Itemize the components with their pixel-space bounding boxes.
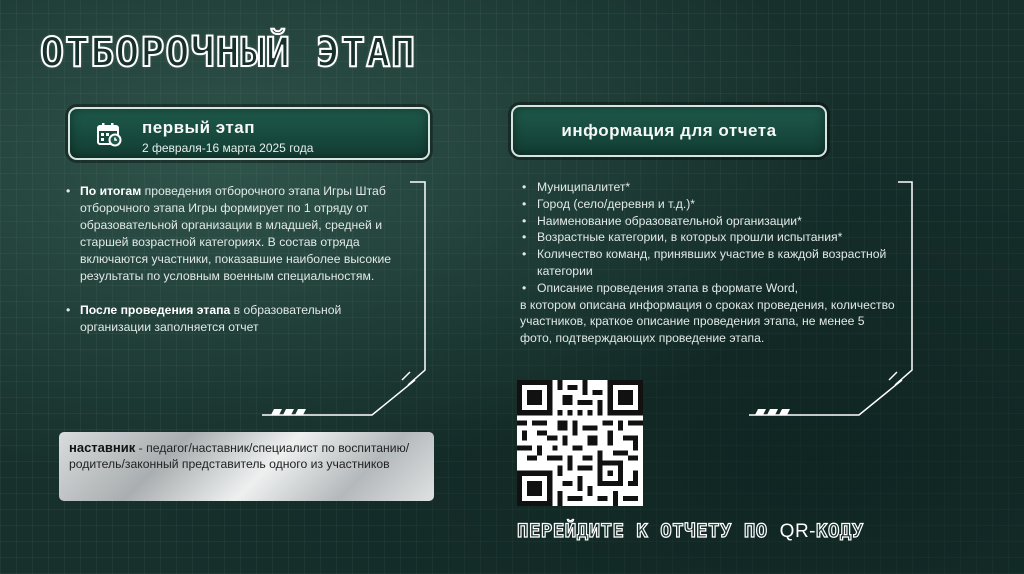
calendar-icon (96, 121, 122, 147)
list-item-text: Наименование образовательной организации* (537, 213, 802, 228)
mentor-term: наставник (69, 440, 136, 455)
bullet: • (522, 213, 527, 228)
list-item-text: Описание проведения этапа в формате Word, (537, 280, 799, 295)
bullet: • (66, 303, 71, 317)
list-item-text: Возрастные категории, в которых прошли испытания* (537, 230, 843, 245)
list-item-text: Муниципалитет* (537, 180, 631, 194)
slide-title: ОТБОРОЧНЫЙ ЭТАП (40, 30, 417, 76)
item-lead: После проведения этапа (80, 303, 231, 317)
qr-caption-qr: QR- (779, 521, 816, 542)
list-item-text: Город (село/деревня и т.д.)* (537, 196, 696, 211)
item-lead: По итогам (80, 184, 142, 198)
qr-caption-end: КОДУ (816, 520, 864, 542)
bullet: • (522, 247, 527, 262)
item-text: в образовательной организации заполняется отчет (80, 303, 342, 334)
mentor-definition: - педагог/наставник/специалист по воспитанию/ родитель/законный представитель одного из участников (69, 441, 410, 471)
bullet: • (522, 280, 527, 295)
qr-caption-text: ПЕРЕЙДИТЕ К ОТЧЕТУ ПО (517, 520, 780, 542)
item-text: проведения отборочного этапа Игры Штаб отборочного этапа Игры формирует по 1 отряду от образовательной организации в младшей, средней и старшей возрастной категориях. В состав отряда включаются участники, показавшие наиболее высокие результаты по условным военным специальностям. (80, 184, 392, 283)
bullet: • (522, 230, 527, 245)
qr-caption (517, 520, 864, 543)
bullet: • (522, 180, 527, 194)
qr-code[interactable] (517, 380, 643, 506)
first-stage-title: первый этап (142, 118, 255, 137)
bullet: • (66, 184, 71, 198)
report-info-panel (511, 105, 827, 157)
report-info-title: информация для отчета (561, 121, 777, 140)
list-continuation: в котором описана информация о сроках проведения, количество участников, краткое описание проведения этапа, не менее 5 фото, подтверждающих проведение этапа. (520, 297, 895, 346)
bullet: • (522, 196, 527, 211)
first-stage-panel (68, 107, 430, 160)
first-stage-date: 2 февраля-16 марта 2025 года (142, 141, 314, 155)
frame-decoration-right (740, 180, 920, 420)
mentor-definition-box (59, 432, 434, 501)
list-item-text: Количество команд, принявших участие в каждой возрастной категории (537, 247, 887, 278)
frame-decoration-left (260, 180, 440, 420)
